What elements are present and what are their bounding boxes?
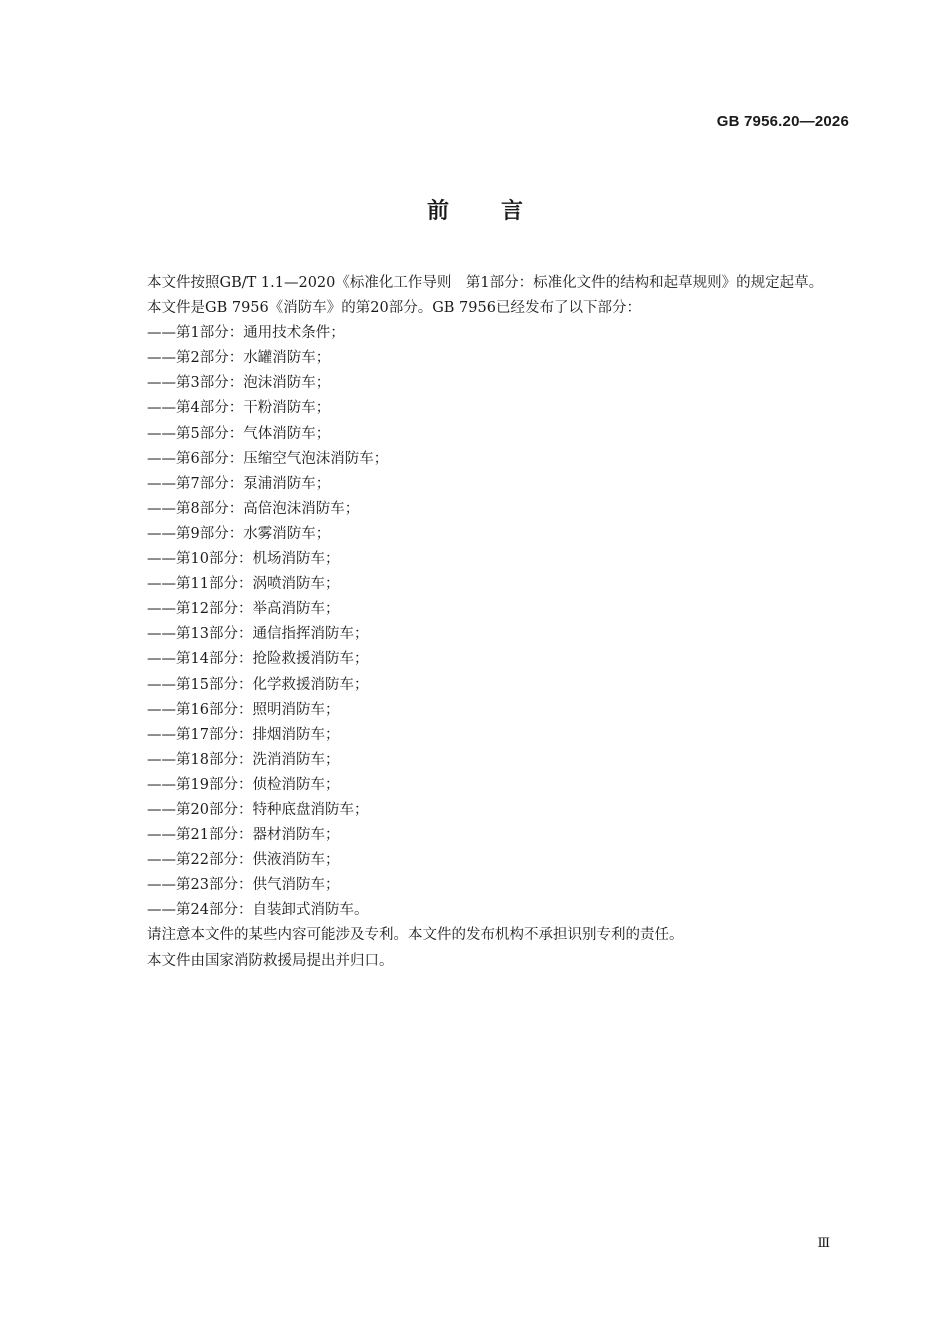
list-item: ——第16部分：照明消防车；	[147, 701, 340, 718]
list-item: ——第21部分：器材消防车；	[147, 827, 340, 844]
list-item: ——第24部分：自装卸式消防车。	[147, 902, 369, 919]
list-item: ——第10部分：机场消防车；	[147, 551, 340, 568]
list-item: ——第17部分：排烟消防车；	[147, 726, 340, 743]
list-item: ——第23部分：供气消防车；	[147, 877, 340, 894]
list-item: ——第20部分：特种底盘消防车；	[147, 801, 369, 818]
standard-series-paragraph: 本文件是GB 7956《消防车》的第20部分。GB 7956已经发布了以下部分：	[147, 300, 641, 317]
page-number: Ⅲ	[817, 1236, 830, 1251]
list-item: ——第13部分：通信指挥消防车；	[147, 626, 369, 643]
list-item: ——第3部分：泡沫消防车；	[147, 375, 331, 392]
list-item: ——第12部分：举高消防车；	[147, 601, 340, 618]
list-item: ——第22部分：供液消防车；	[147, 852, 340, 869]
list-item: ——第14部分：抢险救援消防车；	[147, 651, 369, 668]
standard-number: GB 7956.20—2026	[716, 113, 849, 130]
list-item: ——第15部分：化学救援消防车；	[147, 676, 369, 693]
list-item: ——第18部分：洗消消防车；	[147, 751, 340, 768]
parts-list	[115, 321, 850, 923]
page-title: 前言	[426, 199, 575, 224]
list-item: ——第7部分：泵浦消防车；	[147, 475, 331, 492]
list-item: ——第2部分：水罐消防车；	[147, 350, 331, 367]
list-item: ——第5部分：气体消防车；	[147, 425, 331, 442]
list-item: ——第4部分：干粉消防车；	[147, 400, 331, 417]
patent-notice-paragraph: 请注意本文件的某些内容可能涉及专利。本文件的发布机构不承担识别专利的责任。	[147, 927, 684, 944]
proposer-paragraph: 本文件由国家消防救援局提出并归口。	[147, 952, 394, 969]
document-body	[115, 271, 850, 974]
list-item: ——第6部分：压缩空气泡沫消防车；	[147, 450, 389, 467]
list-item: ——第8部分：高倍泡沫消防车；	[147, 500, 360, 517]
list-item: ——第19部分：侦检消防车；	[147, 776, 340, 793]
drafting-basis-paragraph: 本文件按照GB/T 1.1—2020《标准化工作导则 第1部分：标准化文件的结构和起草规则》的规定起草。	[147, 275, 824, 291]
list-item: ——第11部分：涡喷消防车；	[147, 576, 340, 593]
list-item: ——第9部分：水雾消防车；	[147, 525, 331, 542]
list-item: ——第1部分：通用技术条件；	[147, 325, 345, 342]
